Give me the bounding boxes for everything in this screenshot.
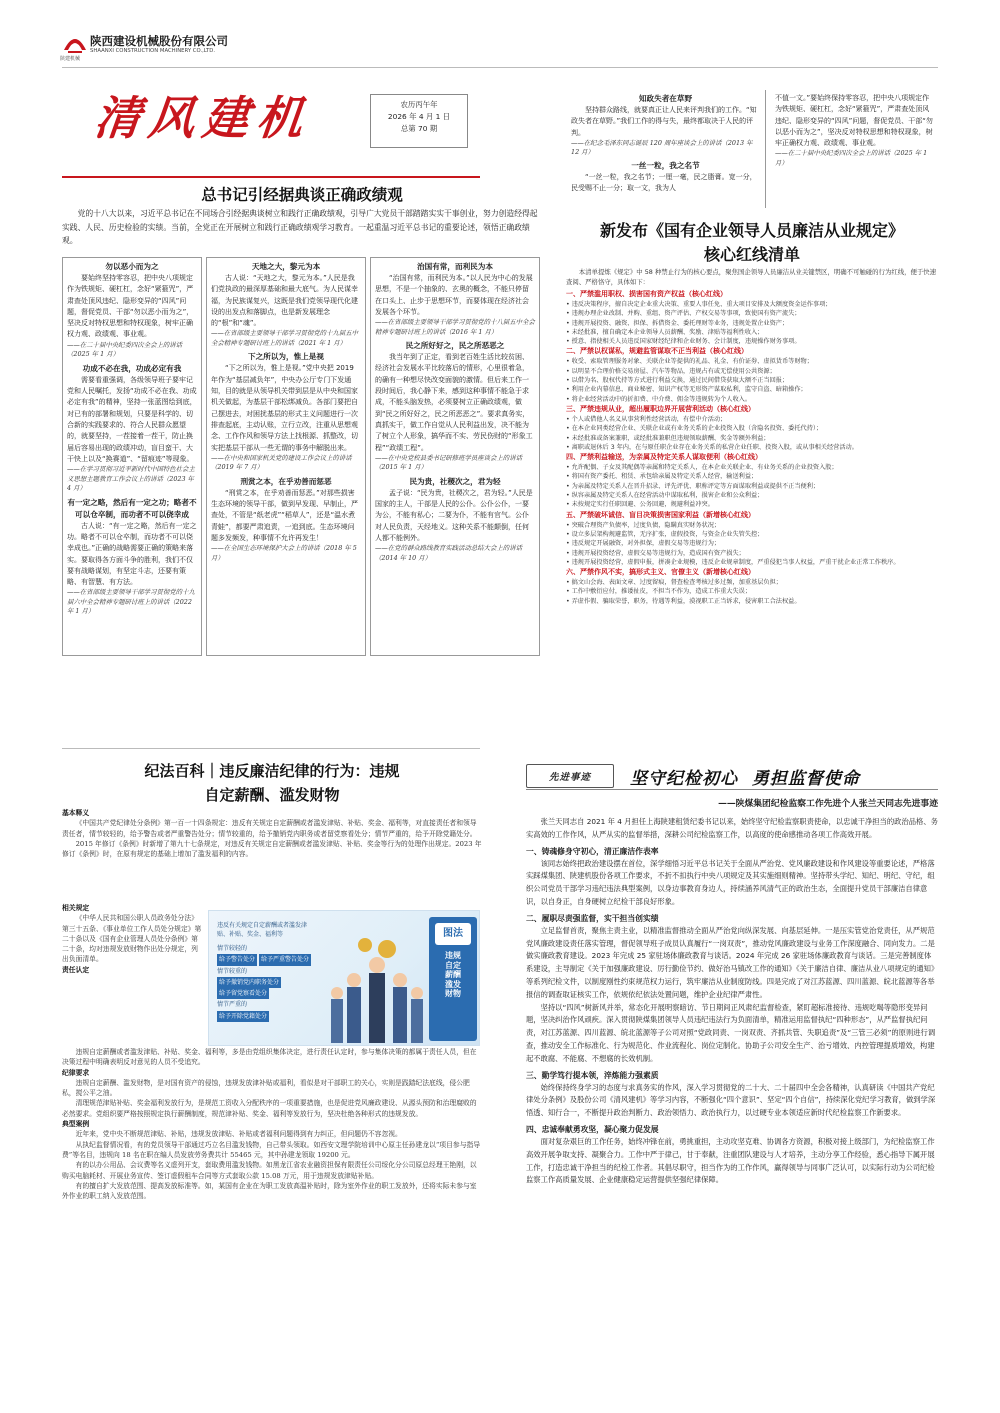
quote-source: ——在纪念毛泽东同志诞辰 120 周年座谈会上的讲话（2013 年 12 月）: [571, 138, 753, 157]
quote-title: 功成不必在我，功成必定有我: [82, 363, 182, 373]
quote-source: ——在二十届中央纪委四次全会上的讲话（2025 年 1 月）: [67, 340, 183, 359]
redline-item: • 以借为名、股权代持等方式进行利益交换，通过民间借贷获取大额不正当回报；: [566, 377, 789, 385]
paragraph: 张兰天同志自 2021 年 4 月担任上海陕建租赁纪委书记以来，始终坚守纪检监察职责使命，以忠诚干净担当的政治品格、务实高效的工作作风，从严从实的监督举措，深耕公司纪检监察工作，以高度的使命感推动各项工作高效开展。: [526, 817, 938, 839]
level-label: 情节较轻的: [217, 945, 248, 952]
redline-item: • 违规开展投资经营，虚假申报，拼凑企业规模，违反企业规章制度，严重侵犯当事人权益，严重干扰企业正常工作秩序。: [566, 558, 900, 566]
quote-source: ——在省部级主要领导干部学习贯彻党的十九届六中全会精神专题研讨班上的讲话（2022 年 1 月）: [67, 588, 195, 616]
article2-title-line2: 核心红线清单: [703, 245, 800, 264]
level-label: 情节较重的: [217, 967, 248, 975]
article1-col3: [370, 257, 540, 656]
paragraph: 有的擅自扩大发放范围、提高发放标准等。如，某国有企业在为职工发放高温补贴时，除为室外作业的职工发放外，还将实际未参与室外作业的职工纳入发放范围。: [62, 1181, 477, 1201]
redline-item: • 未按规定实行任职回避、公务回避，规避利益冲突。: [566, 501, 714, 509]
article3-top-rule: [62, 748, 480, 749]
redline-section: [566, 452, 938, 509]
paragraph: 有的以办公用品、会议费等名义虚列开支，套取费用滥发钱物。如黑龙江省农业融资担保有限责任公司绥化分公司原总经理王艳刚，以购买电脑耗材、开展业务宣传、签订虚假租车合同等方式套取公款 15.08 万元，用于违规发放津贴补贴。: [62, 1161, 477, 1180]
article2-title-line1: 新发布《国有企业领导人员廉洁从业规定》: [599, 221, 904, 240]
quote-body: 孟子说：“民为贵，社稷次之，君为轻。”人民是国家的主人，干部是人民的公仆。公仆公仆，一要为公，不能有私心；二要为仆，不能有官气。公仆对人民负责，天经地义。这种关系不能颠倒，任何人都不能例外。: [375, 488, 533, 543]
article3-title-line1: 纪法百科｜违反廉洁纪律的行为：违规: [144, 762, 400, 780]
quote-title: 有一定之略，然后有一定之功；略者不可以仓卒制，而功者不可以侥幸成: [67, 497, 197, 519]
paragraph: 始终保持终身学习的态度与求真务实的作风，深入学习贯彻党的二十大、二十届四中全会各精神，认真研读《中国共产党纪律处分条例》及股份公司《清风建机》等学习内容，不断强化“四个意识”、坚定“四个自信”，持续深化党纪学习教育，做到学深悟透、知行合一，不断提升政治判断力、政治领悟力、政治执行力，以过硬专业本领适应新时代纪检监察工作新要求。: [526, 1082, 936, 1118]
tag-label: 先进事迹: [548, 772, 591, 783]
section-heading: 四、忠诚奉献勇攻坚，凝心聚力促发展: [526, 1124, 659, 1134]
article1-title: 总书记引经据典谈正确政绩观: [201, 185, 403, 204]
quote-body: “一丝一粒，我之名节；一厘一毫，民之脂膏。宽一分，民受赐不止一分；取一文，我为人: [571, 172, 757, 193]
redline-heading: 六、严禁作风不实，搞形式主义、官僚主义（新增核心红线）: [566, 568, 755, 577]
logo-caption: 陕建机械: [60, 56, 81, 62]
level-label: 给予留党察看处分: [217, 988, 269, 999]
section-heading: 二、履职尽责强监督，实干担当创实绩: [526, 913, 659, 923]
paragraph: 清理规范津贴补贴、奖金福利发放行为，是规范工资收入分配秩序的一项重要措施，也是促进党风廉政建设、从源头预防和治理腐败的必然要求。党组织要严格按照规定执行薪酬制度，规范津补贴、奖金、福利等发放行为，坚决杜绝各种形式的违规发放。: [62, 1099, 477, 1118]
section-heading: 相关规定: [62, 904, 90, 912]
lunar-date: 农历丙午年: [400, 100, 438, 109]
redline-section: [566, 289, 938, 346]
quote-body: 古人说：“有一定之略，然后有一定之功。略者不可以仓卒制，而功者不可以侥幸成也。”正确的战略需要正确的策略来落实。要取得各方面斗争的胜利，我们不仅要有战略谋划，有坚定斗志，还要有策略、有智慧、有方法。: [67, 521, 197, 587]
quote-body: 坚持群众路线，就要真正让人民来评判我们的工作。“知政失者在草野。”我们工作的得与失，最终都取决于人民的评判。: [571, 106, 757, 137]
redline-item: • 违反规定开展融资，对外担保，虚假交易等违规行为；: [566, 540, 721, 548]
paragraph: 面对复杂艰巨的工作任务，始终冲锋在前，勇挑重担，主动攻坚克难、协调各方资源，积极对接上级部门，为纪检监察工作高效开展争取支持、凝聚合力。工作中严于律己，甘于奉献，注重团队建设与人才培养，主动分享工作经验，悉心指导下属开展工作，打造忠诚干净担当的纪检工作者。其倡尽职守，担当作为的工作作风，赢得领导与同事广泛认可，以实际行动为公司纪检监察工作高质量发展、企业健康稳定运营提供坚强纪律保障。: [526, 1136, 935, 1185]
paragraph: 《中国共产党纪律处分条例》第一百一十四条规定：违反有关规定自定薪酬或者滥发津贴、补贴、奖金、福利等，对直接责任者和领导责任者，情节较轻的，给予警告或者严重警告处分；情节较重的，给予撤销党内职务或者留党察看处分；情节严重的，给予开除党籍处分。: [62, 819, 477, 838]
article3-body-left: [62, 903, 204, 975]
quote-title: 民为贵，社稷次之，君为轻: [409, 476, 501, 486]
redline-item: • 设立多层架构规避监管，无序扩张，虚假投资，与资金企业失管失控；: [566, 530, 764, 538]
section-heading: 一、铸魂修身守初心，清正廉洁作表率: [526, 846, 659, 856]
article4-tag-line: [526, 789, 938, 790]
infographic-title: 违规自定薪酬滥发财物: [445, 951, 461, 998]
quote-body: 不值一文。”要始终保持零容忍，把中央八项规定作为铁规矩、硬杠杠，念好“紧箍咒”，严肃查处顶风违纪、隐形变异的“四风”问题，督促党员、干部“勿以恶小而为之”，坚决反对特权思想和特权现象，树牢正确权力观、政绩观、事业观。: [775, 94, 933, 148]
section-heading: 典型案例: [62, 1120, 90, 1129]
level-label: 情节严重的: [217, 1001, 248, 1009]
header-logo-block: [62, 30, 312, 66]
redline-item: • 为亲属及特定关系人在晋升招录、评先评优、职称评定等方面谋取利益或提供不正当便利；: [566, 482, 820, 490]
redline-item: • 将国有资产委托、租赁、承包给亲属及特定关系人经营，输送利益；: [566, 473, 758, 481]
header-rule: [62, 67, 938, 68]
quote-source: ——在省部级主要领导干部学习贯彻党的十八届五中全会精神专题研讨班上的讲话（2016 年 1 月）: [375, 318, 535, 336]
issue-date: 2026 年 4 月 1 日: [387, 112, 451, 121]
redline-heading: 三、严禁违规从业，超出履职边界开展营利活动（核心红线）: [566, 404, 755, 413]
redline-item: • 工作中敷衍应付，推诿扯皮，不担当不作为，造成工作重大失误；: [566, 588, 752, 596]
paragraph: 立足监督首责，聚焦主责主业，以精准监督推动全面从严治党向纵深发展、向基层延伸。一是压实管党治党责任，从严规范党风廉政建设责任落实管理，督促领导班子成员认真履行“一岗双责”，推动党风廉政建设与业务工作深度融合、同向发力。二是做实廉政教育建设。2023 年完成 25 家驻场体廉政教育与谈话。2024 年完成 26 家驻场体廉政教育与谈话。三是完善制度体系建设，主导制定《关于加强廉政建设、厉行勤俭节约、做好治马镇改工作的通知》《关于廉洁自律、廉洁从业八项规定的通知》等系列纪检文件，以制度刚性约束规范权力运行，筑牢廉洁从业制度防线。四是完成了对江苏蓝源、四川蓝源、皖北蓝源等各举报信的调查取证核实工作，依规依纪依法处置问题，维护企业纪律严肃性。: [526, 925, 935, 999]
infographic-side-panel: [429, 917, 477, 1041]
paragraph: 近年来，党中央不断规范津贴、补贴，违规发放津贴、补贴或者福利问题得到有力纠正，但问题仍不容忽视。: [75, 1130, 402, 1139]
quote-title: 下之所以为，惟上是视: [248, 352, 324, 362]
redline-heading: 五、严禁破坏诚信、盲目决策损害国家利益（新增核心红线）: [566, 510, 755, 519]
article1-right-box-left: [566, 90, 766, 208]
article3-body-bottom: [62, 1047, 482, 1201]
quote-title: 刑赏之本，在乎劝善而惩恶: [240, 476, 332, 486]
paragraph: 从执纪监督情况看，有的党员领导干部通过巧立名目滥发钱物，自己带头领取。如西安文理学院培训中心原主任孙建龙以“项目参与指导费”等名目，违规向 18 名在职在编人员发放劳务费共计 55465 元，其中孙建龙领取 19200 元。: [62, 1140, 481, 1159]
redline-item: • 以明显不合理价格交易房屋、汽车等物品，违规占有或无偿使用公共资源；: [566, 367, 776, 375]
section-heading: 责任认定: [62, 965, 90, 974]
redline-item: • 违规开展投资、融资、担保、拆借资金、委托理财等业务，违规处置企业资产；: [566, 319, 789, 327]
article3-body-top: [62, 808, 482, 859]
level-label: 给予开除党籍处分: [217, 1011, 269, 1022]
quote-body: 需要看重强调，各级领导班子要牢记党和人民嘱托，发扬“功成不必在我、功成必定有我”的精神，坚持一张蓝图绘到底，对已有的部署和规划，只要是科学的、切合新的实践要求的、符合人民群众愿望的，就要坚持，一茬接着一茬干，防止换届后容易出现的政绩冲动，盲目蛮干、大干快上以及“换赛道”、“留痕迹”等现象。: [67, 375, 197, 463]
quote-body: “刑赏之本，在乎劝善而惩恶。”对那些损害生态环境的领导干部，做到早发现、早制止，严查处，不管是“纸老虎”“稻草人”，还是“温水煮青蛙”，都要严肃追责，一追到底。生态环境问题多发频发，种事情不允许再发生！: [211, 488, 358, 543]
redline-heading: 四、严禁利益输送，为亲属及特定关系人谋取便利（核心红线）: [566, 453, 762, 462]
redline-item: • 未经批准，擅自确定本企业领导人员薪酬、奖励、津贴等福利性收入；: [566, 328, 764, 336]
paragraph: 坚持以“四风”树新风并举，常态化开展明察暗访、节日期间正风肃纪监督检查，紧盯超标准接待、违规吃喝等隐形变异问题，坚决纠治作风顽疾。深入贯彻陕煤集团领导人员违纪违法行为负面清单，精准运用监督执纪“四种形态”，从严监督执纪问责，对江苏蓝源、四川蓝源、皖北蓝源等子公司对照“党政同责、一岗双责、齐抓共管、失职追责”及“三管三必须”的原则进行调查，推动安全工作标准化、行为规范化、作业流程化、岗位定制化。协助子公司安全生产、治亏增效、内控管理提质增效，构建起不敢腐、不能腐、不想腐的长效机制。: [526, 1002, 936, 1063]
quote-title: 知政失者在草野: [638, 94, 693, 103]
redline-item: • 将企业经营活动中的折扣费、中介费、佣金等违规转为个人收入。: [566, 395, 752, 403]
article4-body: [526, 816, 938, 1376]
article3-title-line2: 自定薪酬、滥发财物: [204, 786, 340, 804]
company-name-en: SHAANXI CONSTRUCTION MACHINERY CO.,LTD.: [90, 48, 216, 54]
quote-source: ——在中央党校县委书记研修班学员座谈会上的讲话（2015 年 1 月）: [375, 453, 522, 472]
paragraph: 该同志始终把政治建设摆在首位，深学细悟习近平总书记关于全面从严治党、党风廉政建设和作风建设等重要论述，严格落实踩煤集团、陕建机股份各项工作要求，不折不扣执行中央八项规定及其实施细则精神。坚持带头学纪、知纪、明纪、守纪，组织公司党员干部学习违纪违法典型案例，以身边事教育身边人，持续涵养风清气正的政治生态，全面提升党员干部廉洁自律意识，以自身正，自身硬树立纪检干部良好形象。: [526, 858, 935, 906]
quote-title: 天地之大，黎元为本: [251, 262, 321, 271]
redline-section: [566, 510, 938, 567]
infographic-caption: 违反有关规定自定薪酬或者滥发津贴、补贴、奖金、福利等: [217, 922, 308, 938]
redline-item: • 违反决策程序，擅自决定企业重大决策、重要人事任免、重大项目安排及大额度资金运作事项；: [566, 301, 832, 308]
quote-source: ——在党的群众路线教育实践活动总结大会上的讲话（2014 年 10 月）: [375, 544, 522, 562]
infographic-levels: [217, 943, 327, 1022]
redline-heading: 一、严禁滥用职权、损害国有资产权益（核心红线）: [566, 290, 727, 298]
quote-body: 我当年到了正定，看到老百姓生活比较贫困、经济社会发展水平比较落后的情形，心里很着急，的确有一种想尽快改变面貌的激情。但后来工作一段时间后，我心静下来，感到这种事情不能急于求成，不能头脑发热，必须要树立正确政绩观，做到“民之所好好之，民之所恶恶之”。要求真务实，真抓实干，做工作自觉从人民利益出发，决不能为了树立个人形象，搞华而不实、劳民伤财的“形象工程”“政绩工程”。: [375, 353, 533, 452]
law-badge-icon: 图法: [435, 923, 471, 945]
redline-item: • 离职或退休后 3 年内，在与原任职企业存在业务关系的私营企业任职、投资入股，或从事相关经营活动。: [566, 443, 858, 451]
quote-title: 勿以恶小而为之: [105, 262, 159, 271]
paragraph: 违规自定薪酬或者滥发津贴、补贴、奖金、福利等，多是由党组织集体决定，进行责任认定时，参与集体决策的都属于责任人员，但在决策过程中明确表明反对意见的人员不受追究。: [62, 1048, 477, 1067]
quote-source: ——在二十届中央纪委四次全会上的讲话（2025 年 1 月）: [775, 149, 928, 167]
quote-source: ——在中央和国家机关党的建设工作会议上的讲话（2019 年 7 月）: [211, 453, 352, 472]
section-heading: 基本释义: [62, 809, 90, 817]
quote-title: 治国有常，而利民为本: [417, 262, 493, 271]
quote-body: “治国有常，而利民为本。”以人民为中心的发展思想，不是一个抽象的、玄奥的概念，不能只停留在口头上、止步于思想环节，而要体现在经济社会发展各个环节。: [375, 274, 533, 316]
company-logo-icon: [62, 30, 88, 56]
redline-item: • 违规办理企业改制、并购、重组、资产评估、产权交易等事项，致使国有资产流失；: [566, 310, 801, 318]
quote-source: ——在学习贯彻习近平新时代中国特色社会主义思想主题教育工作会议上的讲话（2023 年 4 月）: [67, 465, 195, 493]
infographic: [208, 910, 480, 1046]
quote-body: 要始终坚持零容忍，把中央八项规定作为铁规矩、硬杠杠，念好“紧箍咒”，严肃查处顶风违纪、隐形变异的“四风”问题，督促党员、干部“勿以恶小而为之”，坚决反对特权思想和特权现象，树牢正确权力观、政绩观、事业观。: [67, 274, 194, 339]
article4-tag: [526, 764, 614, 788]
article2-intro: 本清单提炼《规定》中 58 种禁止行为的核心要点，聚焦国企领导人员廉洁从业关键禁区，明确不可触碰的行为红线，便于快速查阅、严格恪守，具体如下：: [566, 268, 937, 286]
article2-list: [566, 289, 938, 661]
quote-source: ——在全国生态环境保护大会上的讲话（2018 年 5 月）: [211, 544, 357, 562]
redline-item: • 授意、指使相关人员违反国家财经纪律和企业财务、会计制度，违规操作财务事项。: [566, 338, 801, 346]
redline-heading: 二、严禁以权谋私，规避监管谋取不正当利益（核心红线）: [566, 347, 748, 356]
quote-title: 民之所好好之，民之所恶恶之: [405, 341, 505, 351]
redline-section: [566, 346, 938, 403]
article1-col2: [206, 257, 366, 656]
paragraph: 《中华人民共和国公职人员政务处分法》第三十五条、《事业单位工作人员处分规定》第二十条以及《国有企业管理人员处分条例》第二十条，均对违规发放财物作出处分规定，列出负面清单。: [62, 914, 202, 964]
redline-item: • 在本企业同类经营企业、关联企业或有业务关系的企业投资入股（含隐名投资、委托代持）；: [566, 425, 823, 433]
article4-title: 坚守纪检初心 勇担监督使命: [630, 769, 860, 789]
redline-item: • 利用企业内幕信息、商业秘密、知识产权等无形资产谋取私利，监守自盗、暗箱操作；: [566, 386, 807, 394]
masthead-rule: [62, 176, 480, 178]
level-label: 给予严重警告处分: [259, 954, 311, 965]
masthead-title: 清风建机: [91, 91, 314, 145]
masthead-info-box: [370, 94, 468, 148]
level-label: 给予撤销党内职务处分: [217, 977, 281, 988]
redline-item: • 突破合理资产负债率，过度负债，隐瞒真实财务状况；: [566, 521, 721, 529]
people-illustration: [327, 929, 427, 1046]
redline-item: • 纵容亲属及特定关系人在经营活动中谋取私利，损害企业和公众利益；: [566, 492, 764, 500]
redline-item: • 弄虚作假、骗取荣誉，职务，待遇等利益，漠视职工正当诉求，侵害职工合法权益。: [566, 597, 801, 605]
level-label: 给予警告处分: [217, 954, 257, 965]
company-name-cn: 陕西建设机械股份有限公司: [90, 34, 228, 48]
issue-number: 总第 70 期: [400, 124, 438, 133]
article1-col1: [62, 257, 202, 656]
paragraph: 2015 年修订《条例》时新增了第九十七条规定，对违反有关规定自定薪酬或者滥发津贴、补贴、奖金等行为的处理作出规定。2023 年修订《条例》时，在原有规定的基础上增加了滥发福利的内容。: [62, 839, 482, 859]
article1-right-box-right: [770, 90, 938, 208]
redline-item: • 收受、索取管理服务对象、关联企业等提供的礼品、礼金、有价证券、虚拟货币等财物；: [566, 358, 813, 366]
quote-source: ——在省部级主要领导干部学习贯彻党的十九届五中全会精神专题研讨班上的讲话（2021 年 1 月）: [211, 329, 358, 347]
redline-item: • 违规开展投资经营，虚假交易等违规行为，造成国有资产损失；: [566, 549, 745, 557]
quote-body: 古人说：“天地之大，黎元为本。”人民是我们党执政的最深厚基础和最大底气。为人民谋幸福，为民族谋复兴，这既是我们党领导现代化建设的出发点和落脚点，也是新发展理念的“根”和“魂”。: [211, 274, 358, 328]
article1-intro: 党的十八大以来，习近平总书记在不同场合引经据典谈树立和践行正确政绩观，引导广大党员干部踏踏实实干事创业，努力创造经得起实践、人民、历史检验的实绩。当前，全党正在开展树立和践行正确政绩观学习教育。一起重温习近平总书记的重要论述，领悟正确政绩观。: [62, 209, 538, 245]
redline-item: • 允许配偶、子女及其配偶等亲属和特定关系人，在本企业关联企业、有业务关系的企业投资入股；: [566, 464, 838, 472]
redline-section: [566, 404, 938, 452]
article4-subtitle: ——陕煤集团纪检监察工作先进个人张兰天同志先进事迹: [718, 799, 938, 809]
redline-item: • 个人或借他人名义从事营利性经营活动，有偿中介活动；: [566, 415, 727, 423]
quote-body: “下之所以为，惟上是视。”党中央把 2019 年作为“基层减负年”，中央办公厅专门下发通知，目的就是从领导机关带到层是从中央和国家机关做起，为基层干部松绑减负。各部门要把自己摆进去，对困扰基层的形式主义问题进行一次排查起底，主动认账，立行立改，注重从思想观念、工作作风和领导方法上找根源、抓整改，切实把基层干部从一些无谓的事务中解脱出来。: [211, 364, 358, 452]
redline-item: • 搞文山会海、表面文章、过度留痕，督查检查考核过多过频，加重基层负担；: [566, 579, 782, 587]
redline-item: • 未经批准或备案兼职，或经批准兼职但违规领取薪酬、奖金等额外利益；: [566, 434, 770, 442]
section-heading: 纪律要求: [62, 1068, 90, 1077]
redline-section: [566, 567, 938, 606]
section-heading: 三、勤学笃行提本领，淬炼能力强素质: [526, 1070, 659, 1080]
paragraph: 违规自定薪酬、滥发财物，是对国有资产的侵蚀，违规发放津补贴或福利，看似是对干部职工的关心，实则是践踏纪法底线，侵公肥私，搅公平之油。: [62, 1078, 470, 1098]
quote-title: 一丝一粒，我之名节: [631, 160, 700, 170]
